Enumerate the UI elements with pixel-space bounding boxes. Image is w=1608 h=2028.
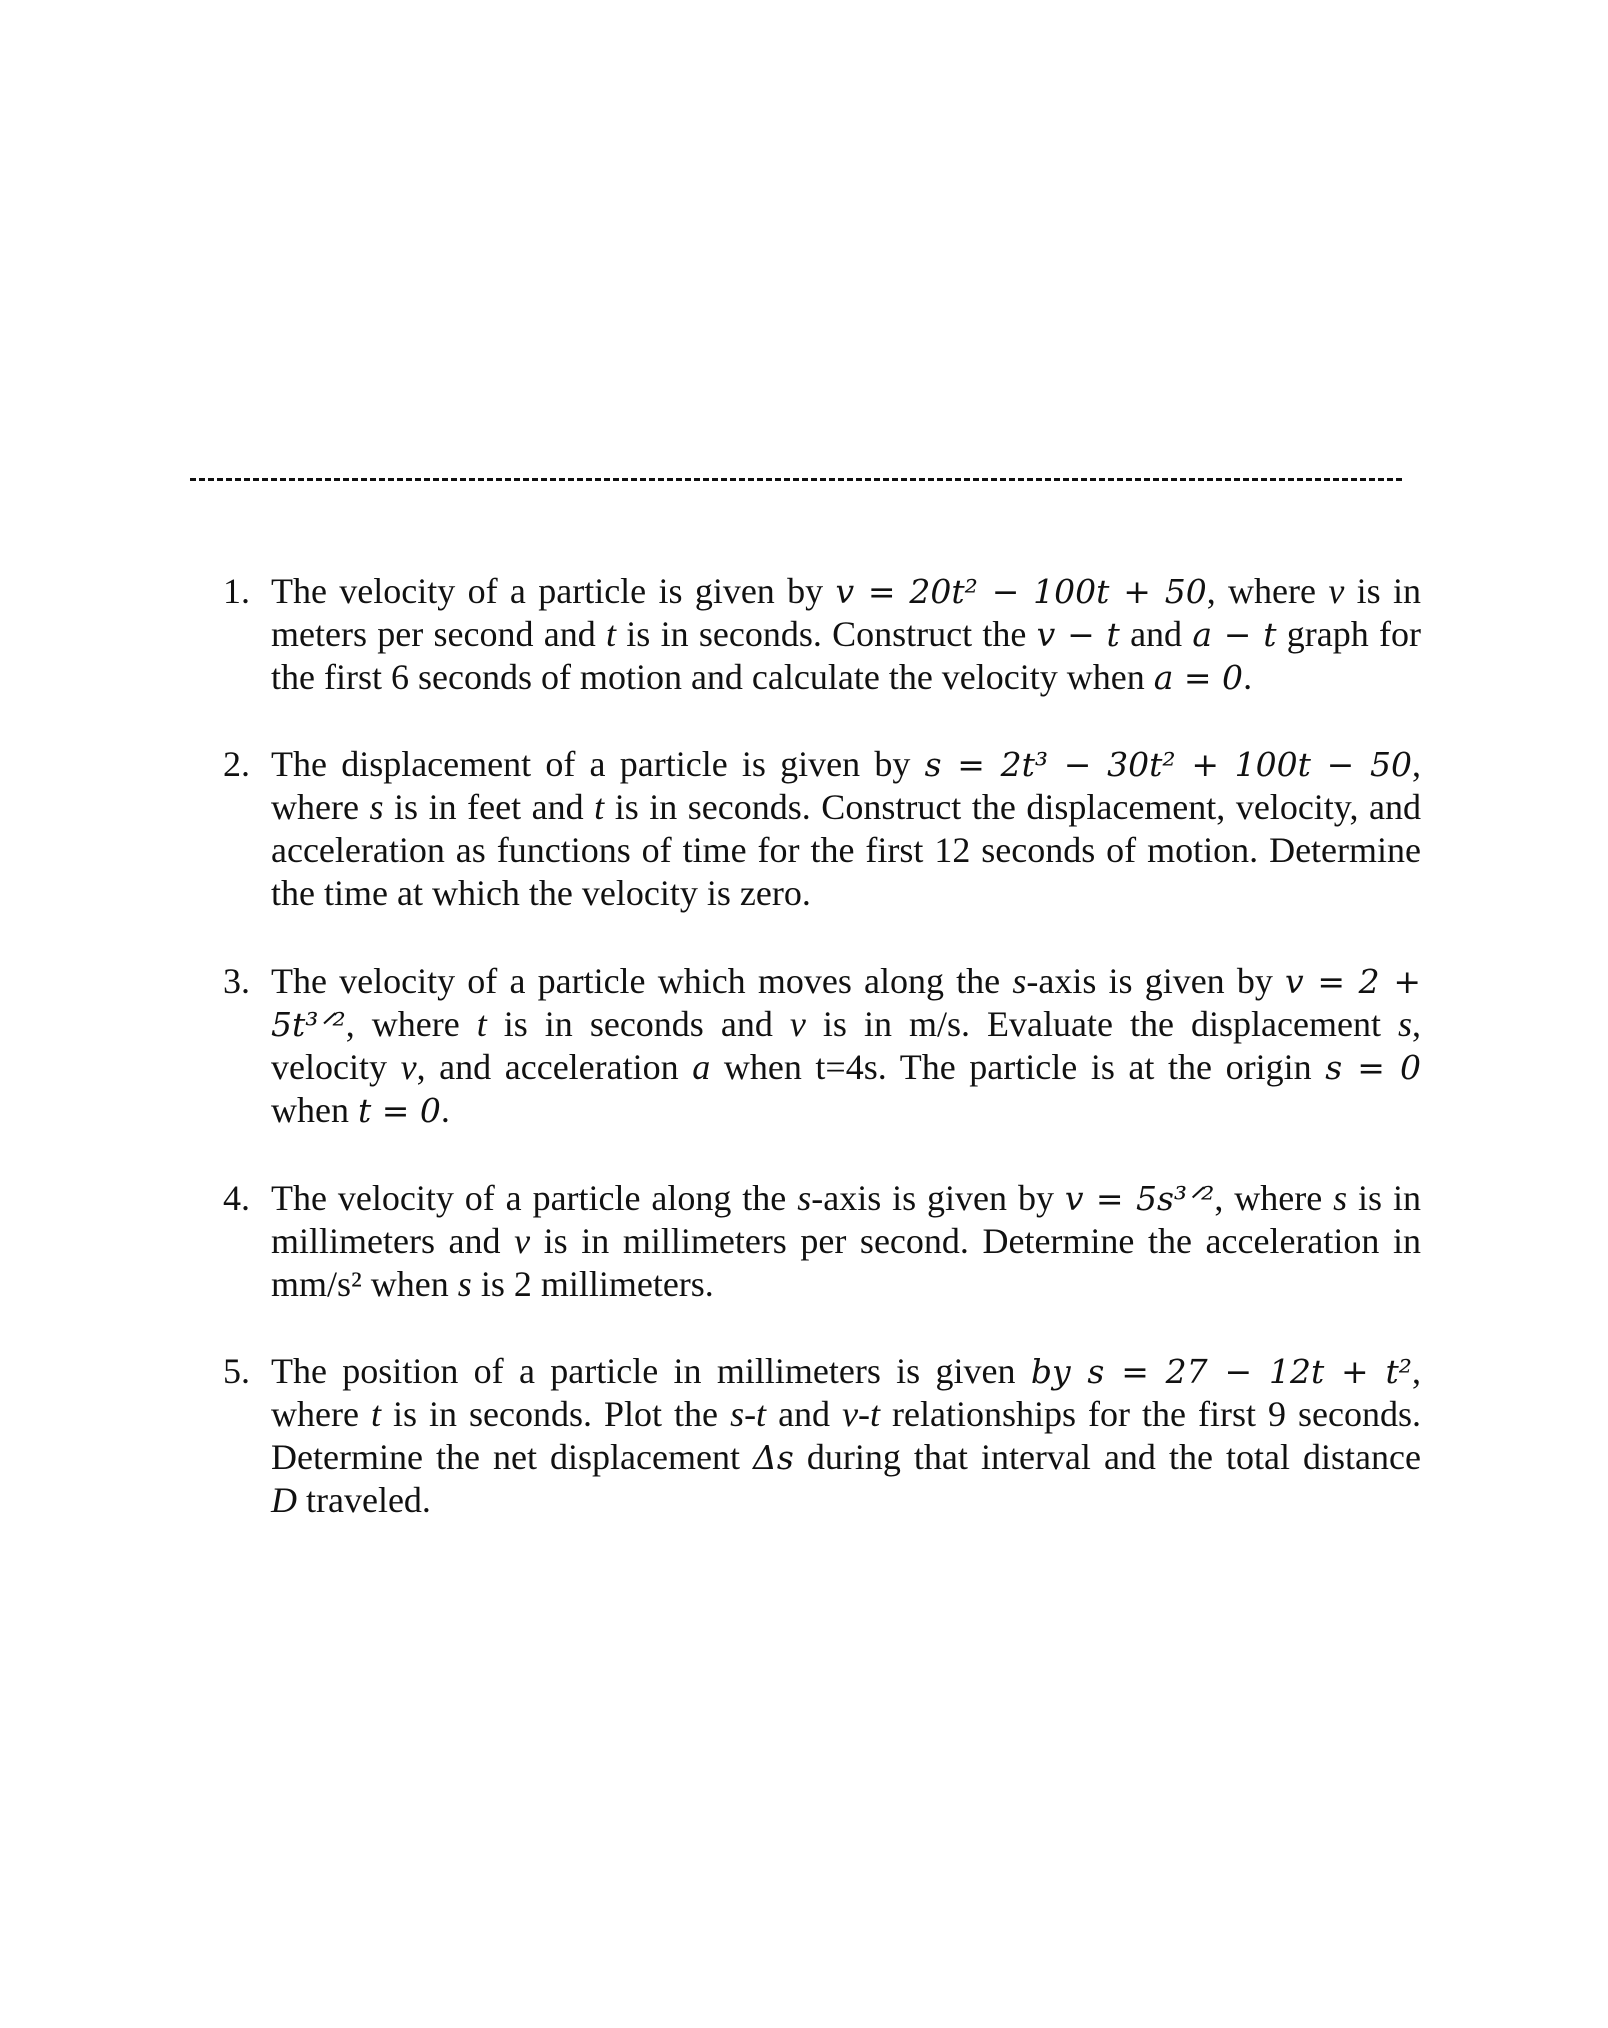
problem-text (271, 570, 1421, 699)
problem-text (271, 1350, 1421, 1522)
text-run: where (271, 787, 370, 827)
problem-text (271, 743, 1421, 915)
text-run: traveled. (297, 1480, 431, 1520)
text-run: velocity (271, 1047, 401, 1087)
italic-symbol: v-t (842, 1394, 881, 1434)
problem-text (271, 960, 1421, 1132)
problem-number: 3. (223, 961, 250, 1001)
text-line (271, 656, 1421, 699)
text-line (271, 613, 1421, 656)
text-run: the time at which the velocity is zero. (271, 873, 811, 913)
text-line (271, 1479, 1421, 1522)
italic-symbol: v (400, 1047, 417, 1087)
text-run: is in m/s. Evaluate the displacement (805, 1004, 1398, 1044)
text-run: The velocity of a particle along the (271, 1178, 798, 1218)
italic-symbol: t (370, 1394, 381, 1434)
italic-symbol: t (476, 1004, 487, 1044)
text-line (271, 960, 1421, 1003)
text-run: relationships for the first 9 seconds. (880, 1394, 1422, 1434)
italic-symbol: s (1333, 1178, 1348, 1218)
text-run: is in feet and (383, 787, 595, 827)
text-run: -axis is given by (811, 1178, 1065, 1218)
text-run: is in millimeters per second. Determine the acceleration in (530, 1221, 1421, 1261)
text-run: is in seconds. Plot the (380, 1394, 731, 1434)
text-line (271, 872, 1421, 915)
text-run: is in seconds. Construct the (616, 614, 1037, 654)
italic-symbol: t (606, 614, 617, 654)
math-expression: t = 0 (357, 1091, 441, 1130)
text-run: . (1243, 657, 1253, 697)
text-run: and (1119, 614, 1193, 654)
text-line (271, 829, 1421, 872)
italic-symbol: v (1328, 571, 1345, 611)
text-run: acceleration as functions of time for the first 12 seconds of motion. Determine (271, 830, 1421, 870)
text-run: -axis is given by (1026, 961, 1286, 1001)
text-run: is in seconds. Construct the displacement, velocity, and (604, 787, 1421, 827)
text-run: Determine the net displacement (271, 1437, 754, 1477)
math-expression: 5t³ᐟ² (271, 1005, 346, 1044)
text-run: when (271, 1090, 358, 1130)
text-run: is in (1344, 571, 1421, 611)
text-line (271, 1393, 1421, 1436)
italic-symbol: D (271, 1480, 297, 1520)
text-line (271, 1003, 1421, 1046)
text-run: meters per second and (271, 614, 606, 654)
italic-symbol: s (369, 787, 384, 827)
text-line (271, 743, 1421, 786)
math-expression: s = 2t³ − 30t² + 100t − 50 (924, 745, 1412, 784)
text-run: . (440, 1090, 450, 1130)
italic-symbol: s (797, 1178, 812, 1218)
text-line (271, 1220, 1421, 1263)
italic-symbol: a (692, 1047, 711, 1087)
text-run: is 2 millimeters. (471, 1264, 714, 1304)
text-run: , and acceleration (416, 1047, 693, 1087)
text-run: mm/s² when (271, 1264, 458, 1304)
text-run: is in seconds and (486, 1004, 790, 1044)
text-run: , where (1214, 1178, 1334, 1218)
italic-symbol: s (1397, 1004, 1412, 1044)
text-run: , (1412, 1004, 1421, 1044)
math-expression: a = 0 (1153, 658, 1244, 697)
problem-number: 4. (223, 1178, 250, 1218)
text-run: , where (1206, 571, 1329, 611)
math-expression: v = 20t² − 100t + 50 (835, 572, 1207, 611)
problem-number: 2. (223, 744, 250, 784)
text-run: The velocity of a particle which moves along the (271, 961, 1013, 1001)
italic-symbol: v (789, 1004, 806, 1044)
text-run: The position of a particle in millimeters is given (271, 1351, 1031, 1391)
text-run: is in (1347, 1178, 1421, 1218)
math-expression: a − t (1192, 615, 1277, 654)
problem-number: 1. (223, 571, 250, 611)
text-run: The displacement of a particle is given by (271, 744, 925, 784)
math-expression: v = 2 + (1285, 962, 1421, 1001)
italic-symbol: v (514, 1221, 531, 1261)
math-expression: s = 0 (1325, 1048, 1421, 1087)
text-line (271, 786, 1421, 829)
problem-number: 5. (223, 1351, 250, 1391)
italic-symbol: t (594, 787, 605, 827)
text-line (271, 1350, 1421, 1393)
text-line (271, 570, 1421, 613)
text-line (271, 1177, 1421, 1220)
italic-symbol: s (457, 1264, 472, 1304)
text-line (271, 1263, 1421, 1306)
text-run: , (1412, 744, 1421, 784)
math-expression: v = 5s³ᐟ² (1064, 1179, 1215, 1218)
text-run: and (766, 1394, 843, 1434)
text-run: the first 6 seconds of motion and calculate the velocity when (271, 657, 1154, 697)
math-expression: v − t (1036, 615, 1120, 654)
text-run: during that interval and the total distance (793, 1437, 1421, 1477)
text-run: , where (345, 1004, 477, 1044)
text-run: where (271, 1394, 371, 1434)
text-line (271, 1436, 1421, 1479)
text-run: graph for (1276, 614, 1421, 654)
italic-symbol: s-t (730, 1394, 767, 1434)
problem-text (271, 1177, 1421, 1306)
text-run: The velocity of a particle is given by (271, 571, 836, 611)
math-expression: by s = 27 − 12t + t² (1030, 1352, 1412, 1391)
text-run: millimeters and (271, 1221, 515, 1261)
italic-symbol: s (1012, 961, 1027, 1001)
text-run: when t=4s. The particle is at the origin (710, 1047, 1326, 1087)
math-expression: Δs (753, 1438, 794, 1477)
text-line (271, 1089, 1421, 1132)
text-run: , (1412, 1351, 1421, 1391)
text-line (271, 1046, 1421, 1089)
